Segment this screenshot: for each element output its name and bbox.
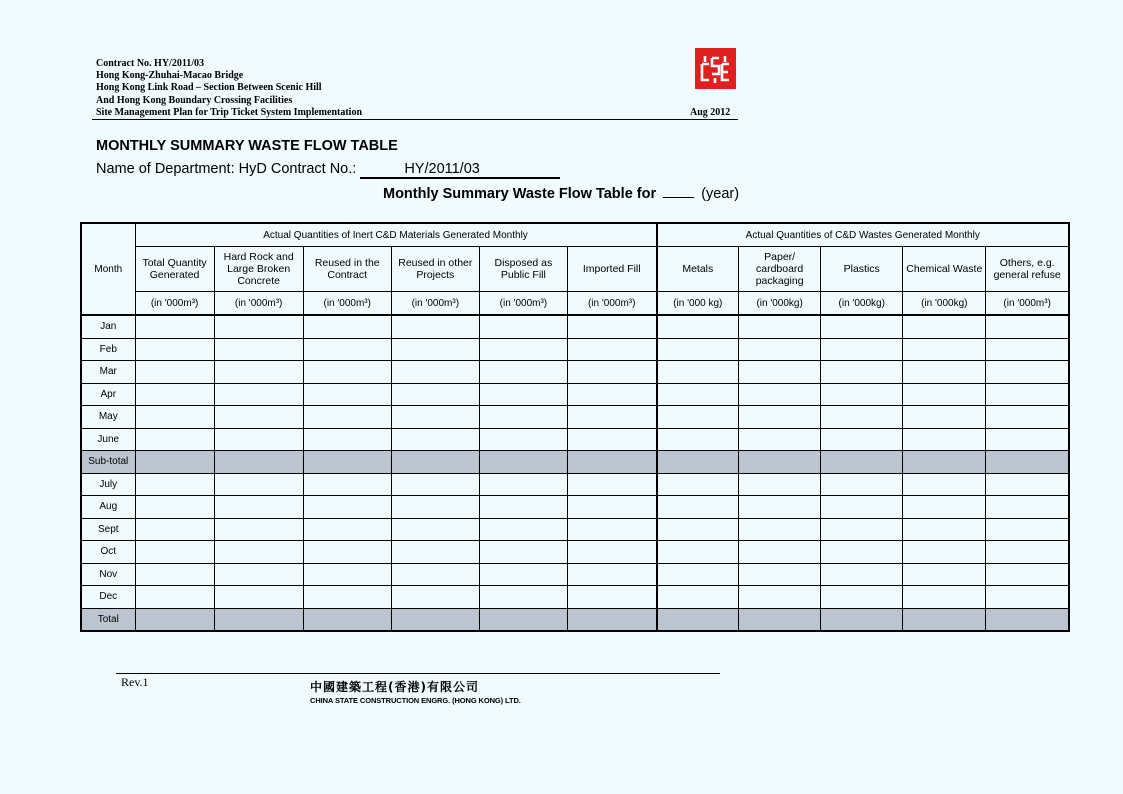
table-cell[interactable] [479,361,567,384]
table-row [81,315,1069,338]
table-cell[interactable] [567,428,656,451]
column-unit: (in '000m³) [986,292,1069,316]
table-cell[interactable] [135,608,214,631]
table-cell[interactable] [391,473,479,496]
column-header: Disposed as Public Fill [479,247,567,292]
table-cell[interactable] [739,315,821,338]
table-cell[interactable] [567,383,656,406]
table-cell[interactable] [567,608,656,631]
row-label: Sept [81,518,135,541]
column-header: Metals [657,247,739,292]
revision-label: Rev.1 [121,675,149,689]
table-cell[interactable] [567,496,656,519]
table-cell[interactable] [479,496,567,519]
table-cell[interactable] [986,541,1069,564]
table-cell[interactable] [657,315,739,338]
table-cell[interactable] [986,586,1069,609]
column-header: Chemical Waste [903,247,986,292]
table-cell[interactable] [135,451,214,474]
table-cell[interactable] [214,406,303,429]
table-cell[interactable] [903,608,986,631]
column-unit: (in '000m³) [214,292,303,316]
row-label: Aug [81,496,135,519]
table-cell[interactable] [821,563,903,586]
cscec-logo-mark [699,52,732,85]
row-label: Jan [81,315,135,338]
table-cell[interactable] [986,361,1069,384]
table-cell[interactable] [214,608,303,631]
header-line: Hong Kong-Zhuhai-Macao Bridge [96,70,244,82]
column-unit: (in '000m³) [135,292,214,316]
column-unit: (in '000 kg) [657,292,739,316]
table-cell[interactable] [903,406,986,429]
table-cell[interactable] [821,586,903,609]
table-cell[interactable] [479,518,567,541]
table-cell[interactable] [135,338,214,361]
table-cell[interactable] [214,451,303,474]
table-cell[interactable] [657,338,739,361]
column-header: Plastics [821,247,903,292]
table-cell[interactable] [739,361,821,384]
page-title: MONTHLY SUMMARY WASTE FLOW TABLE [96,138,398,154]
column-header: Reused in the Contract [303,247,391,292]
table-cell[interactable] [391,541,479,564]
table-row [81,586,1069,609]
table-cell[interactable] [303,473,391,496]
subtitle-prefix: Monthly Summary Waste Flow Table for [383,186,657,202]
group-header-inert: Actual Quantities of Inert C&D Materials Generated Monthly [135,223,656,247]
table-cell[interactable] [214,338,303,361]
table-cell[interactable] [739,383,821,406]
column-header: Total Quantity Generated [135,247,214,292]
contract-header [96,58,362,119]
table-cell[interactable] [303,338,391,361]
table-cell[interactable] [739,586,821,609]
table-cell[interactable] [657,473,739,496]
table-cell[interactable] [479,586,567,609]
row-label: Sub-total [81,451,135,474]
table-row [81,541,1069,564]
table-cell[interactable] [657,361,739,384]
table-row [81,383,1069,406]
table-cell[interactable] [391,361,479,384]
table-cell[interactable] [821,541,903,564]
table-cell[interactable] [303,361,391,384]
table-cell[interactable] [986,608,1069,631]
table-cell[interactable] [479,338,567,361]
table-cell[interactable] [214,428,303,451]
table-cell[interactable] [135,428,214,451]
header-line: Contract No. HY/2011/03 [96,58,205,69]
table-cell[interactable] [303,608,391,631]
table-cell[interactable] [135,518,214,541]
table-cell[interactable] [903,361,986,384]
contract-no-value: HY/2011/03 [360,161,560,179]
table-cell[interactable] [214,473,303,496]
table-cell[interactable] [135,586,214,609]
table-cell[interactable] [739,541,821,564]
table-cell[interactable] [657,406,739,429]
table-cell[interactable] [821,338,903,361]
table-cell[interactable] [391,563,479,586]
table-cell[interactable] [391,406,479,429]
column-unit: (in '000kg) [821,292,903,316]
table-cell[interactable] [657,518,739,541]
table-cell[interactable] [214,563,303,586]
table-cell[interactable] [903,451,986,474]
table-row [81,608,1069,631]
column-unit: (in '000kg) [739,292,821,316]
table-cell[interactable] [303,518,391,541]
row-label: Oct [81,541,135,564]
table-cell[interactable] [391,451,479,474]
table-cell[interactable] [657,586,739,609]
table-cell[interactable] [479,451,567,474]
table-cell[interactable] [903,473,986,496]
table-cell[interactable] [739,608,821,631]
table-cell[interactable] [214,541,303,564]
table-cell[interactable] [479,563,567,586]
table-row [81,406,1069,429]
table-cell[interactable] [903,518,986,541]
table-cell[interactable] [821,383,903,406]
row-label: June [81,428,135,451]
table-row [81,563,1069,586]
table-cell[interactable] [986,473,1069,496]
table-cell[interactable] [567,541,656,564]
table-row [81,496,1069,519]
table-row [81,361,1069,384]
table-cell[interactable] [479,428,567,451]
table-cell[interactable] [821,518,903,541]
column-header: Reused in other Projects [391,247,479,292]
table-cell[interactable] [303,563,391,586]
row-label: Mar [81,361,135,384]
table-cell[interactable] [986,315,1069,338]
row-label: Feb [81,338,135,361]
department-line [96,161,560,179]
month-header: Month [81,223,135,315]
table-cell[interactable] [214,496,303,519]
table-cell[interactable] [821,361,903,384]
table-cell[interactable] [303,383,391,406]
table-cell[interactable] [567,315,656,338]
table-cell[interactable] [391,338,479,361]
table-cell[interactable] [903,338,986,361]
table-cell[interactable] [303,406,391,429]
table-row [81,428,1069,451]
table-cell[interactable] [739,428,821,451]
year-blank [663,186,694,198]
table-row [81,338,1069,361]
table-cell[interactable] [739,563,821,586]
table-cell[interactable] [391,608,479,631]
table-cell[interactable] [303,586,391,609]
table-cell[interactable] [214,383,303,406]
table-cell[interactable] [903,428,986,451]
company-name-english: CHINA STATE CONSTRUCTION ENGRG. (HONG KONG) LTD. [310,696,521,705]
table-cell[interactable] [903,586,986,609]
cscec-logo-icon [695,48,736,89]
table-cell[interactable] [135,496,214,519]
table-cell[interactable] [903,563,986,586]
table-row [81,518,1069,541]
table-cell[interactable] [135,383,214,406]
group-header-waste: Actual Quantities of C&D Wastes Generated Monthly [657,223,1069,247]
table-cell[interactable] [479,608,567,631]
table-cell[interactable] [303,451,391,474]
table-cell[interactable] [479,541,567,564]
table-cell[interactable] [391,383,479,406]
footer-rule [116,673,720,674]
company-name-chinese: 中國建築工程(香港)有限公司 [310,680,479,694]
table-row [81,473,1069,496]
table-cell[interactable] [479,406,567,429]
table-cell[interactable] [657,383,739,406]
subtitle-suffix: (year) [701,186,740,202]
table-cell[interactable] [567,563,656,586]
table-cell[interactable] [821,473,903,496]
column-header: Others, e.g. general refuse [986,247,1069,292]
table-cell[interactable] [986,338,1069,361]
column-unit: (in '000kg) [903,292,986,316]
table-cell[interactable] [986,451,1069,474]
table-cell[interactable] [214,518,303,541]
row-label: Apr [81,383,135,406]
table-cell[interactable] [739,496,821,519]
table-cell[interactable] [391,586,479,609]
column-unit: (in '000m³) [567,292,656,316]
table-cell[interactable] [303,541,391,564]
table-cell[interactable] [657,608,739,631]
table-cell[interactable] [657,451,739,474]
row-label: July [81,473,135,496]
table-cell[interactable] [986,406,1069,429]
table-cell[interactable] [135,473,214,496]
table-cell[interactable] [903,496,986,519]
table-cell[interactable] [986,518,1069,541]
column-unit: (in '000m³) [303,292,391,316]
header-date: Aug 2012 [690,107,731,118]
table-cell[interactable] [567,361,656,384]
table-cell[interactable] [135,563,214,586]
table-cell[interactable] [479,383,567,406]
column-unit: (in '000m³) [391,292,479,316]
table-cell[interactable] [739,451,821,474]
table-subtitle [383,186,739,202]
table-cell[interactable] [567,518,656,541]
table-cell[interactable] [135,406,214,429]
table-row [81,451,1069,474]
table-cell[interactable] [657,428,739,451]
header-line: And Hong Kong Boundary Crossing Facilities [96,94,293,106]
table-cell[interactable] [821,608,903,631]
header-rule [92,119,738,120]
table-cell[interactable] [986,496,1069,519]
table-cell[interactable] [303,315,391,338]
table-cell[interactable] [739,518,821,541]
column-header: Paper/ cardboard packaging [739,247,821,292]
table-cell[interactable] [821,428,903,451]
table-cell[interactable] [903,541,986,564]
table-cell[interactable] [903,383,986,406]
column-header: Imported Fill [567,247,656,292]
table-cell[interactable] [821,315,903,338]
waste-flow-table [80,222,1070,632]
table-cell[interactable] [214,315,303,338]
table-cell[interactable] [739,338,821,361]
table-cell[interactable] [657,563,739,586]
column-header: Hard Rock and Large Broken Concrete [214,247,303,292]
table-cell[interactable] [135,315,214,338]
table-cell[interactable] [567,586,656,609]
table-cell[interactable] [303,428,391,451]
table-cell[interactable] [391,496,479,519]
table-cell[interactable] [821,451,903,474]
table-cell[interactable] [986,428,1069,451]
column-unit: (in '000m³) [479,292,567,316]
row-label: May [81,406,135,429]
table-cell[interactable] [303,496,391,519]
table-cell[interactable] [739,473,821,496]
table-cell[interactable] [567,473,656,496]
row-label: Dec [81,586,135,609]
table-cell[interactable] [391,428,479,451]
table-cell[interactable] [135,361,214,384]
table-cell[interactable] [479,315,567,338]
table-cell[interactable] [986,563,1069,586]
table-cell[interactable] [391,315,479,338]
table-cell[interactable] [214,586,303,609]
table-cell[interactable] [567,406,656,429]
table-cell[interactable] [903,315,986,338]
table-cell[interactable] [567,338,656,361]
table-cell[interactable] [135,541,214,564]
table-cell[interactable] [479,473,567,496]
table-cell[interactable] [214,361,303,384]
table-cell[interactable] [821,406,903,429]
header-line: Hong Kong Link Road – Section Between Scenic Hill [96,82,322,94]
table-cell[interactable] [657,541,739,564]
table-cell[interactable] [657,496,739,519]
header-line: Site Management Plan for Trip Ticket System Implementation [96,106,363,118]
table-cell[interactable] [567,451,656,474]
row-label: Nov [81,563,135,586]
table-cell[interactable] [739,406,821,429]
row-label: Total [81,608,135,631]
table-cell[interactable] [821,496,903,519]
department-label: Name of Department: HyD Contract No.: [96,161,357,177]
table-cell[interactable] [391,518,479,541]
table-cell[interactable] [986,383,1069,406]
